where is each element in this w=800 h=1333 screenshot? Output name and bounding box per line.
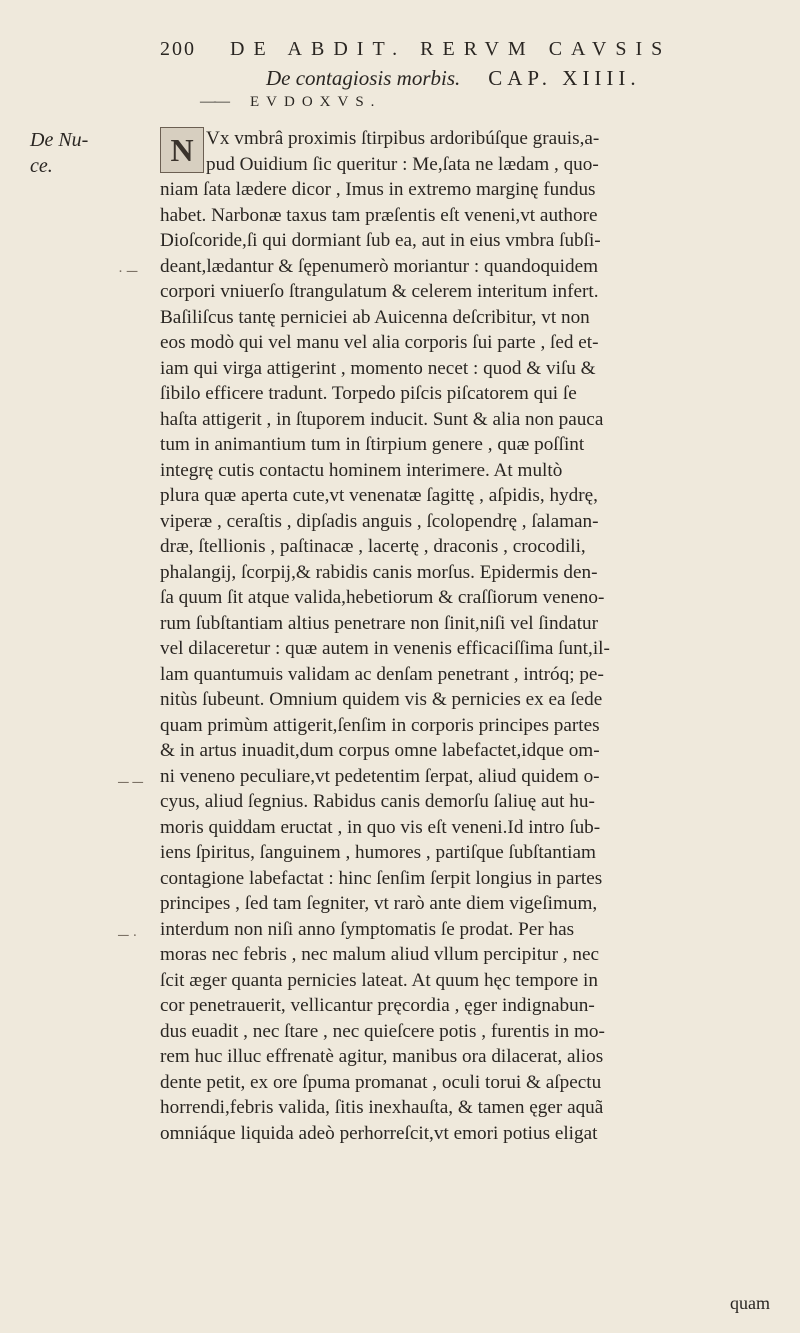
margin-note-line: De Nu- xyxy=(30,129,89,151)
text-line: moras nec febris , nec malum aliud vllum percipitur , nec xyxy=(160,944,600,965)
running-head xyxy=(160,38,720,61)
text-line: lam quantumuis validam ac denſam penetrant , intróq; pe- xyxy=(160,663,604,685)
text-line: integrę cutis contactu hominem interimere. At multò xyxy=(160,459,563,481)
text-line: habet. Narbonæ taxus tam præſentis eſt veneni,vt authore xyxy=(160,204,598,226)
text-line: cyus, aliud ſegnius. Rabidus canis demorſu ſaliuę aut hu- xyxy=(160,791,595,812)
text-line: viperæ , ceraſtis , dipſadis anguis , ſcolopendrę , ſalaman- xyxy=(160,510,599,532)
text-line: iam qui virga attigerint , momento necet : quod & viſu & xyxy=(160,357,596,379)
text-line: interdum non niſi anno ſymptomatis ſe prodat. Per has xyxy=(160,918,575,940)
text-line: rum ſubſtantiam altius penetrare non ſinit,niſi vel ſindatur xyxy=(160,612,599,634)
speaker-name: EVDOXVS. xyxy=(250,94,382,110)
text-line: dus euadit , nec ſtare , nec quieſcere potis , furentis in mo- xyxy=(160,1020,605,1042)
ornament-dash: —— xyxy=(200,93,228,110)
page-number: 200 xyxy=(160,38,196,60)
section-heading xyxy=(266,66,706,91)
text-line: dente petit, ex ore ſpuma promanat , oculi torui & aſpectu xyxy=(160,1071,602,1093)
margin-mark: ─ ─ xyxy=(118,775,144,791)
text-line: vel dilaceretur : quæ autem in venenis efficaciſſima ſunt,il- xyxy=(160,638,610,659)
text-line: deant,lædantur & ſępenumerò moriantur : quandoquidem xyxy=(160,255,599,277)
text-line: niam ſata lædere dicor , Imus in extremo marginę fundus xyxy=(160,179,596,200)
text-line: tum in animantium tum in ſtirpium genere , quæ poſſint xyxy=(160,434,585,455)
text-line: corpori vniuerſo ſtrangulatum & celerem interitum infert. xyxy=(160,281,599,302)
text-line: Baſiliſcus tantę perniciei ab Auicenna deſcribitur, vt non xyxy=(160,306,590,328)
decorated-initial: N xyxy=(160,127,204,173)
margin-note-line: ce. xyxy=(30,155,53,177)
text-line: iens ſpiritus, ſanguinem , humores , partiſque ſubſtantiam xyxy=(160,842,596,863)
text-line: dræ, ſtellionis , paſtinacæ , lacertę , draconis , crocodili, xyxy=(160,536,586,557)
text-line: horrendi,febris valida, ſitis inexhauſta, & tamen ęger aquã xyxy=(160,1097,604,1118)
text-line: phalangij, ſcorpij,& rabidis canis morſus. Epidermis den- xyxy=(160,561,598,583)
text-line: moris quiddam eructat , in quo vis eſt veneni.Id intro ſub- xyxy=(160,816,601,838)
text-line: ſcit æger quanta pernicies lateat. At quum hęc tempore in xyxy=(160,969,598,991)
text-line: principes , ſed tam ſegniter, vt rarò ante diem vigeſimum, xyxy=(160,893,598,914)
text-line: omniáque liquida adeò perhorreſcit,vt emori potius eligat xyxy=(160,1122,598,1144)
margin-mark: ─ · xyxy=(118,928,138,944)
text-line: ni veneno peculiare,vt pedetentim ſerpat, aliud quidem o- xyxy=(160,765,600,787)
section-subtitle: De contagiosis morbis. xyxy=(266,66,461,90)
text-line: ſibilo efficere tradunt. Torpedo piſcis piſcatorem qui ſe xyxy=(160,383,577,404)
text-line: ſa quum ſit atque valida,hebetiorum & craſſiorum veneno- xyxy=(160,587,605,608)
text-line: contagione labefactat : hinc ſenſim ſerpit longius in partes xyxy=(160,867,603,889)
chapter-label: CAP. XIIII. xyxy=(488,66,641,90)
text-line: quam primùm attigerit,ſenſim in corporis principes partes xyxy=(160,714,600,736)
text-line: nitùs ſubeunt. Omnium quidem vis & pernicies ex ea ſede xyxy=(160,689,603,710)
text-line: eos modò qui vel manu vel alia corporis ſui parte , ſed et- xyxy=(160,332,599,353)
catchword: quam xyxy=(730,1293,770,1313)
text-line: cor penetrauerit, vellicantur pręcordia , ęger indignabun- xyxy=(160,995,595,1016)
text-line: & in artus inuadit,dum corpus omne labefactet,idque om- xyxy=(160,740,600,761)
text-line: Vx vmbrâ proximis ſtirpibus ardoribúſque grauis,a- xyxy=(206,128,600,149)
text-line: rem huc illuc effrenatè agitur, manibus ora dilacerat, alios xyxy=(160,1046,604,1067)
margin-note xyxy=(30,127,88,179)
text-line: plura quæ aperta cute,vt venenatæ ſagittę , aſpidis, hydrę, xyxy=(160,485,598,506)
text-line: pud Ouidium ſic queritur : Me,ſata ne lædam , quo- xyxy=(206,153,599,175)
body-text xyxy=(160,126,780,1146)
text-line: Dioſcoride,ſi qui dormiant ſub ea, aut in eius vmbra ſubſi- xyxy=(160,230,601,251)
text-line: haſta attigerit , in ſtuporem inducit. Sunt & alia non pauca xyxy=(160,408,604,430)
margin-mark: · ─ xyxy=(118,264,138,280)
running-title: DE ABDIT. RERVM CAVSIS xyxy=(230,38,672,60)
